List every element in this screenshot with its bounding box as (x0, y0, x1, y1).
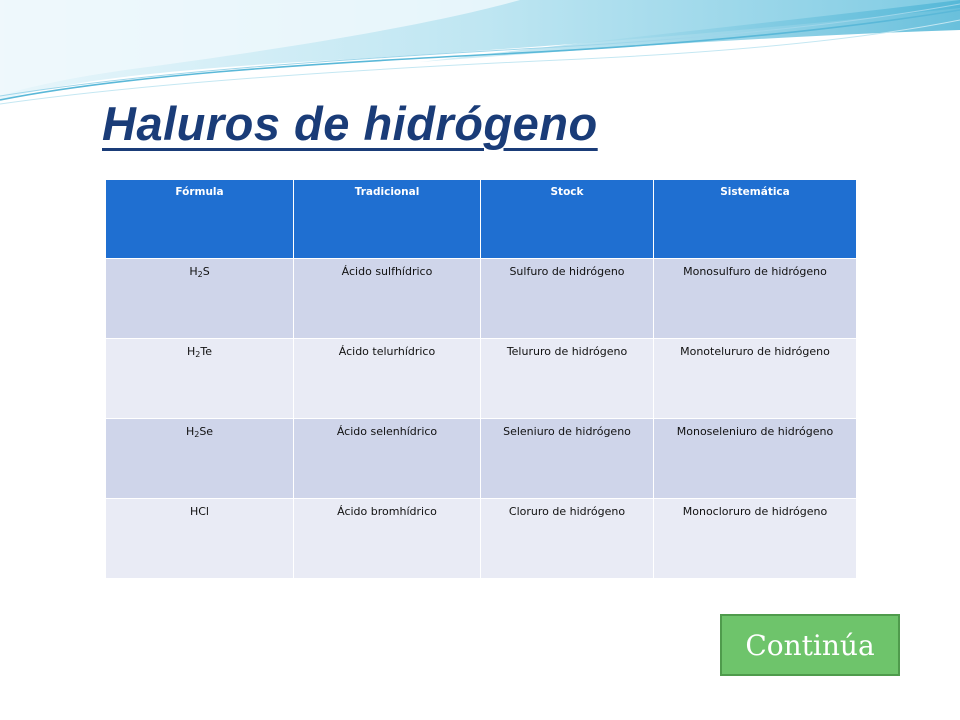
cell-stock: Cloruro de hidrógeno (481, 499, 654, 579)
table-row (106, 499, 857, 579)
cell-sistematica: Monotelururo de hidrógeno (654, 339, 857, 419)
cell-sistematica: Monocloruro de hidrógeno (654, 499, 857, 579)
cell-formula: $H_2Te$ (106, 339, 294, 419)
header-formula: Fórmula (106, 180, 294, 259)
header-tradicional: Tradicional (294, 180, 481, 259)
table-row (106, 259, 857, 339)
cell-sistematica: Monoseleniuro de hidrógeno (654, 419, 857, 499)
cell-tradicional: Ácido sulfhídrico (294, 259, 481, 339)
cell-formula: HCl (106, 499, 294, 579)
page-title: Haluros de hidrógeno (102, 97, 598, 150)
cell-sistematica: Monosulfuro de hidrógeno (654, 259, 857, 339)
cell-stock: Telururo de hidrógeno (481, 339, 654, 419)
cell-stock: Seleniuro de hidrógeno (481, 419, 654, 499)
continue-button[interactable]: Continúa (720, 614, 900, 676)
cell-formula: $H_2Se$ (106, 419, 294, 499)
table-header-row (106, 180, 857, 259)
cell-tradicional: Ácido selenhídrico (294, 419, 481, 499)
header-stock: Stock (481, 180, 654, 259)
cell-stock: Sulfuro de hidrógeno (481, 259, 654, 339)
cell-tradicional: Ácido bromhídrico (294, 499, 481, 579)
cell-tradicional: Ácido telurhídrico (294, 339, 481, 419)
table-row (106, 419, 857, 499)
cell-formula: $H_2S$ (106, 259, 294, 339)
table-row (106, 339, 857, 419)
header-sistematica: Sistemática (654, 180, 857, 259)
hydrogen-halides-table (105, 179, 857, 579)
